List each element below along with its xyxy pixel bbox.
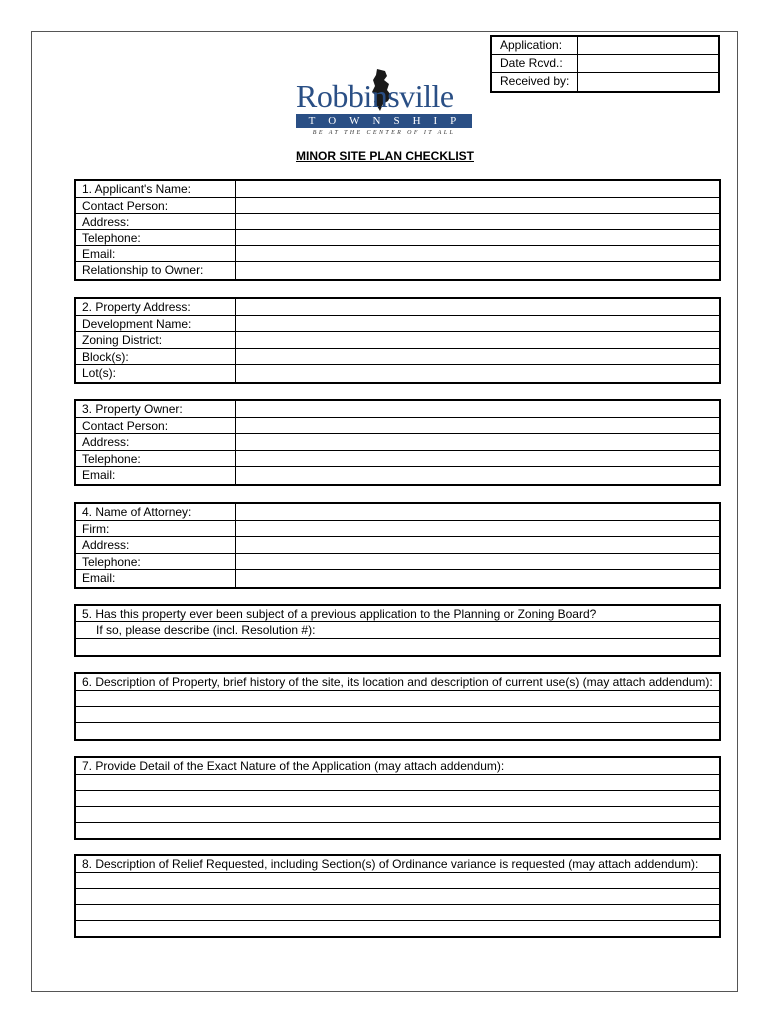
application-field[interactable] xyxy=(578,37,718,54)
question-sublabel: If so, please describe (incl. Resolution #): xyxy=(76,622,719,639)
contact-person-field[interactable] xyxy=(236,198,719,213)
answer-line[interactable] xyxy=(76,723,719,739)
field-label: Address: xyxy=(76,434,236,450)
answer-line[interactable] xyxy=(76,791,719,807)
field-label: Email: xyxy=(76,467,236,484)
question-label: 8. Description of Relief Requested, including Section(s) of Ordinance variance is requested (may attach addendum): xyxy=(76,856,719,873)
office-row-date-rcvd xyxy=(492,55,718,73)
relationship-field[interactable] xyxy=(236,262,719,279)
attorney-telephone-field[interactable] xyxy=(236,554,719,569)
office-label: Received by: xyxy=(492,73,578,91)
office-label: Date Rcvd.: xyxy=(492,55,578,72)
address-field[interactable] xyxy=(236,214,719,229)
answer-line[interactable] xyxy=(76,775,719,791)
zoning-district-field[interactable] xyxy=(236,332,719,348)
received-by-field[interactable] xyxy=(578,73,718,91)
field-label: Zoning District: xyxy=(76,332,236,348)
previous-application-section xyxy=(74,604,721,657)
question-label: 5. Has this property ever been subject of a previous application to the Planning or Zoning Board? xyxy=(76,606,719,622)
answer-line[interactable] xyxy=(76,639,719,655)
field-label: Contact Person: xyxy=(76,418,236,433)
email-field[interactable] xyxy=(236,246,719,261)
field-label: Email: xyxy=(76,570,236,587)
property-address-field[interactable] xyxy=(236,299,719,315)
owner-email-field[interactable] xyxy=(236,467,719,484)
lots-field[interactable] xyxy=(236,365,719,382)
field-label: Telephone: xyxy=(76,230,236,245)
field-label: Block(s): xyxy=(76,349,236,364)
field-label: Lot(s): xyxy=(76,365,236,382)
robbinsville-logo xyxy=(290,68,474,144)
firm-field[interactable] xyxy=(236,521,719,536)
logo-tagline: BE AT THE CENTER OF IT ALL xyxy=(312,130,456,136)
property-description-section xyxy=(74,672,721,741)
field-label: 2. Property Address: xyxy=(76,299,236,315)
field-label: 3. Property Owner: xyxy=(76,401,236,417)
answer-line[interactable] xyxy=(76,707,719,723)
attorney-email-field[interactable] xyxy=(236,570,719,587)
answer-line[interactable] xyxy=(76,873,719,889)
telephone-field[interactable] xyxy=(236,230,719,245)
field-label: 1. Applicant's Name: xyxy=(76,181,236,197)
page-title: MINOR SITE PLAN CHECKLIST xyxy=(295,149,474,163)
attorney-address-field[interactable] xyxy=(236,537,719,553)
answer-line[interactable] xyxy=(76,691,719,707)
field-label: Telephone: xyxy=(76,451,236,466)
field-label: Address: xyxy=(76,214,236,229)
field-label: Email: xyxy=(76,246,236,261)
date-rcvd-field[interactable] xyxy=(578,55,718,72)
answer-line[interactable] xyxy=(76,807,719,823)
field-label: Address: xyxy=(76,537,236,553)
property-owner-field[interactable] xyxy=(236,401,719,417)
field-label: Telephone: xyxy=(76,554,236,569)
property-section xyxy=(74,297,721,384)
field-label: Firm: xyxy=(76,521,236,536)
blocks-field[interactable] xyxy=(236,349,719,364)
answer-line[interactable] xyxy=(76,823,719,838)
logo-band: TOWNSHIP xyxy=(296,114,472,128)
logo-wordmark: Robbinsville xyxy=(296,78,454,114)
field-label: Contact Person: xyxy=(76,198,236,213)
attorney-name-field[interactable] xyxy=(236,504,719,520)
owner-address-field[interactable] xyxy=(236,434,719,450)
office-row-application xyxy=(492,37,718,55)
applicant-name-field[interactable] xyxy=(236,181,719,197)
question-label: 7. Provide Detail of the Exact Nature of the Application (may attach addendum): xyxy=(76,758,719,775)
answer-line[interactable] xyxy=(76,905,719,921)
owner-contact-field[interactable] xyxy=(236,418,719,433)
field-label: Relationship to Owner: xyxy=(76,262,236,279)
field-label: Development Name: xyxy=(76,316,236,331)
office-label: Application: xyxy=(492,37,578,54)
applicant-section xyxy=(74,179,721,281)
question-label: 6. Description of Property, brief history of the site, its location and description of current use(s) (may attach addendum): xyxy=(76,674,719,691)
owner-section xyxy=(74,399,721,486)
development-name-field[interactable] xyxy=(236,316,719,331)
attorney-section xyxy=(74,502,721,589)
answer-line[interactable] xyxy=(76,921,719,936)
field-label: 4. Name of Attorney: xyxy=(76,504,236,520)
office-use-box xyxy=(490,35,720,93)
relief-requested-section xyxy=(74,854,721,938)
owner-telephone-field[interactable] xyxy=(236,451,719,466)
office-row-received-by xyxy=(492,73,718,91)
answer-line[interactable] xyxy=(76,889,719,905)
application-detail-section xyxy=(74,756,721,840)
